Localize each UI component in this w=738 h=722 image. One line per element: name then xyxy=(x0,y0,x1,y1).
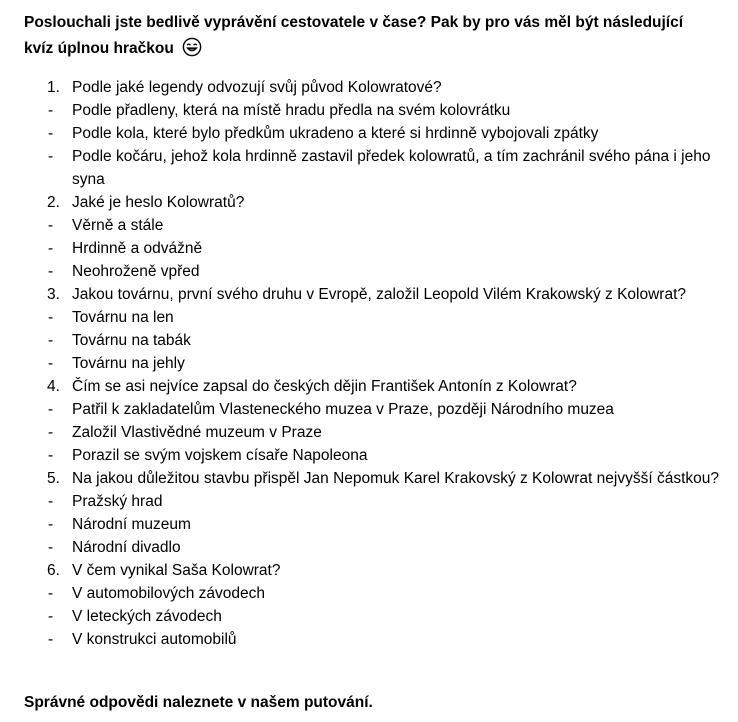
dash-bullet: - xyxy=(48,539,54,556)
dash-bullet: - xyxy=(48,608,54,625)
answer-text: Podle kočáru, jehož kola hrdinně zastavil předek kolowratů, a tím zachránil svého pána i jeho syna xyxy=(72,148,711,188)
grinning-face-icon xyxy=(182,37,202,66)
answer-text: Porazil se svým vojskem císaře Napoleona xyxy=(72,447,368,464)
dash-bullet: - xyxy=(48,102,54,119)
question-text: V čem vynikal Saša Kolowrat? xyxy=(72,562,281,579)
answer-option xyxy=(48,536,724,559)
question-list xyxy=(24,76,724,651)
question-number: 5. xyxy=(47,470,60,487)
quiz-intro xyxy=(24,10,724,66)
answer-text: V leteckých závodech xyxy=(72,608,222,625)
question-text: Podle jaké legendy odvozují svůj původ Kolowratové? xyxy=(72,79,442,96)
answer-option xyxy=(48,444,724,467)
dash-bullet: - xyxy=(48,148,54,165)
question-number: 2. xyxy=(47,194,60,211)
quiz-document xyxy=(24,10,724,651)
dash-bullet: - xyxy=(48,240,54,257)
dash-bullet: - xyxy=(48,355,54,372)
question-number: 3. xyxy=(47,286,60,303)
dash-bullet: - xyxy=(48,631,54,648)
answer-text: Pražský hrad xyxy=(72,493,163,510)
answer-text: V konstrukci automobilů xyxy=(72,631,237,648)
dash-bullet: - xyxy=(48,309,54,326)
answer-text: Továrnu na tabák xyxy=(72,332,191,349)
dash-bullet: - xyxy=(48,585,54,602)
dash-bullet: - xyxy=(48,493,54,510)
answer-text: Založil Vlastivědné muzeum v Praze xyxy=(72,424,322,441)
question-text: Čím se asi nejvíce zapsal do českých dějin František Antonín z Kolowrat? xyxy=(72,378,577,395)
question-item xyxy=(24,76,724,191)
answer-option xyxy=(48,260,724,283)
answer-option xyxy=(48,99,724,122)
answer-option xyxy=(48,122,724,145)
answer-text: Národní divadlo xyxy=(72,539,181,556)
dash-bullet: - xyxy=(48,332,54,349)
answer-list xyxy=(48,99,724,191)
intro-line-1: Poslouchali jste bedlivě vyprávění cestovatele v čase? Pak by pro vás měl být následující xyxy=(24,14,684,31)
intro-line-2: kvíz úplnou hračkou xyxy=(24,40,174,57)
answer-option xyxy=(48,306,724,329)
answer-text: Hrdinně a odvážně xyxy=(72,240,203,257)
answer-text: V automobilových závodech xyxy=(72,585,266,602)
answer-text: Továrnu na len xyxy=(72,309,174,326)
answer-list xyxy=(48,214,724,283)
question-item xyxy=(24,559,724,651)
question-number: 1. xyxy=(47,79,60,96)
answer-option xyxy=(48,582,724,605)
answer-option xyxy=(48,237,724,260)
question-text: Jakou továrnu, první svého druhu v Evropě, založil Leopold Vilém Krakowský z Kolowrat? xyxy=(72,286,686,303)
answer-list xyxy=(48,582,724,651)
question-text: Jaké je heslo Kolowratů? xyxy=(72,194,245,211)
dash-bullet: - xyxy=(48,263,54,280)
answer-text: Podle přadleny, která na místě hradu předla na svém kolovrátku xyxy=(72,102,511,119)
dash-bullet: - xyxy=(48,217,54,234)
dash-bullet: - xyxy=(48,125,54,142)
answer-option xyxy=(48,214,724,237)
question-item xyxy=(24,191,724,283)
answer-option xyxy=(48,421,724,444)
question-item xyxy=(24,375,724,467)
answer-text: Věrně a stále xyxy=(72,217,164,234)
dash-bullet: - xyxy=(48,447,54,464)
dash-bullet: - xyxy=(48,401,54,418)
answer-text: Národní muzeum xyxy=(72,516,191,533)
answer-text: Podle kola, které bylo předkům ukradeno a které si hrdinně vybojovali zpátky xyxy=(72,125,599,142)
answer-list xyxy=(48,306,724,375)
answer-list xyxy=(48,398,724,467)
dash-bullet: - xyxy=(48,424,54,441)
answer-text: Neohroženě vpřed xyxy=(72,263,200,280)
question-item xyxy=(24,283,724,375)
answer-option xyxy=(48,513,724,536)
answer-option xyxy=(48,605,724,628)
answer-list xyxy=(48,490,724,559)
answers-hint: Správné odpovědi naleznete v našem putování. xyxy=(24,693,373,711)
answer-option xyxy=(48,490,724,513)
answer-option xyxy=(48,628,724,651)
answer-text: Továrnu na jehly xyxy=(72,355,185,372)
question-number: 4. xyxy=(47,378,60,395)
answer-option xyxy=(48,398,724,421)
answer-text: Patřil k zakladatelům Vlasteneckého muzea v Praze, později Národního muzea xyxy=(72,401,614,418)
dash-bullet: - xyxy=(48,516,54,533)
answer-option xyxy=(48,145,724,191)
question-item xyxy=(24,467,724,559)
question-number: 6. xyxy=(47,562,60,579)
answer-option xyxy=(48,352,724,375)
answer-option xyxy=(48,329,724,352)
question-text: Na jakou důležitou stavbu přispěl Jan Nepomuk Karel Krakovský z Kolowrat nejvyšší částkou? xyxy=(72,470,720,487)
